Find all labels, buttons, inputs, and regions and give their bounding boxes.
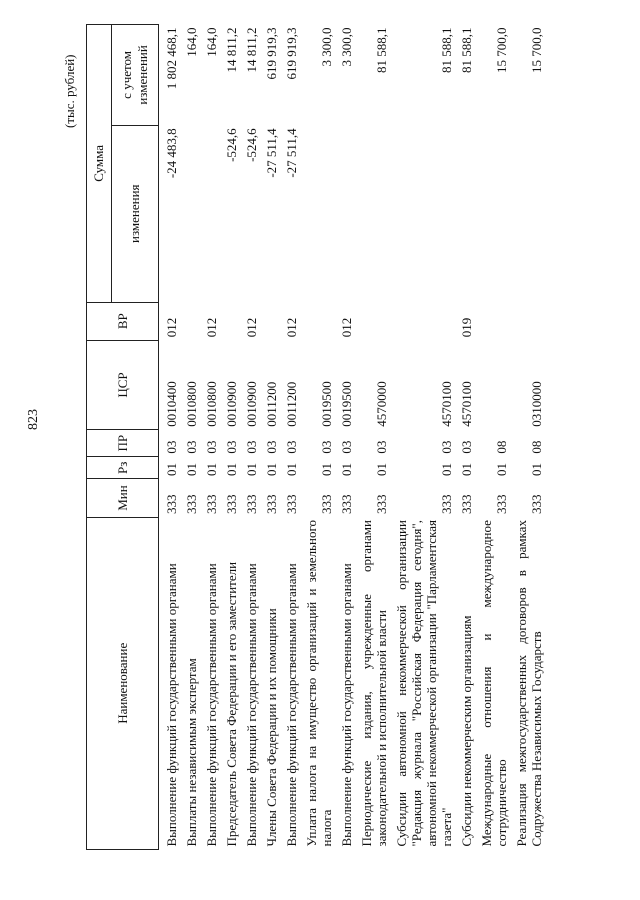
cell-total: 1 802 468,1 — [164, 27, 179, 90]
cell-rz: 01 — [264, 463, 279, 476]
cell-rz: 01 — [224, 463, 239, 476]
cell-pr: 03 — [184, 440, 199, 454]
cell-csr: 0011200 — [284, 381, 299, 427]
cell-total: 164,0 — [184, 27, 199, 57]
table-row — [334, 25, 354, 850]
cell-pr: 03 — [284, 440, 299, 454]
cell-csr — [474, 340, 509, 430]
cell-csr: 0019500 — [319, 381, 334, 427]
cell-vr — [299, 302, 334, 340]
header-csr: ЦСР — [87, 340, 159, 430]
table-row — [179, 25, 199, 850]
header-sum: Сумма — [87, 25, 112, 303]
cell-name: Председатель Совета Федерации и его заместители — [224, 561, 239, 847]
cell-csr: 0011200 — [264, 381, 279, 427]
cell-total: 164,0 — [204, 27, 219, 57]
cell-chg — [509, 125, 546, 302]
cell-rz: 01 — [529, 463, 544, 476]
cell-pr: 03 — [374, 440, 389, 454]
cell-pr: 03 — [459, 440, 474, 454]
cell-name: Международные отношения и международное сотрудничество — [479, 520, 509, 847]
cell-min: 333 — [319, 494, 334, 515]
cell-min: 333 — [244, 494, 259, 515]
cell-vr: 012 — [204, 317, 219, 338]
cell-name: Субсидии некоммерческим организациям — [459, 615, 474, 847]
cell-total: 3 300,0 — [319, 27, 334, 67]
cell-name: Выполнение функций государственными органами — [204, 563, 219, 847]
cell-name: Выполнение функций государственными органами — [339, 563, 354, 847]
cell-min: 333 — [439, 494, 454, 515]
cell-rz: 01 — [459, 463, 474, 476]
cell-csr: 0010800 — [184, 381, 199, 427]
table-row — [259, 25, 279, 850]
cell-rz: 01 — [204, 463, 219, 476]
cell-total: 3 300,0 — [339, 27, 354, 67]
cell-vr — [389, 302, 454, 340]
cell-total: 15 700,0 — [494, 27, 509, 73]
cell-chg — [354, 125, 389, 302]
cell-csr: 4570000 — [374, 381, 389, 427]
cell-pr: 03 — [339, 440, 354, 454]
cell-name: Реализация межгосударственных договоров в рамках Содружества Независимых Государств — [514, 520, 544, 847]
cell-min: 333 — [184, 494, 199, 515]
cell-total: 15 700,0 — [529, 27, 544, 73]
table-row — [454, 25, 474, 850]
cell-csr: 4570100 — [459, 381, 474, 427]
cell-pr: 03 — [164, 440, 179, 454]
cell-pr: 03 — [439, 440, 454, 454]
cell-chg: -524,6 — [224, 128, 239, 162]
cell-min: 333 — [459, 494, 474, 515]
table-row — [199, 25, 219, 850]
cell-vr — [219, 302, 239, 340]
cell-chg — [454, 125, 474, 302]
cell-vr — [354, 302, 389, 340]
cell-pr: 03 — [244, 440, 259, 454]
table-row — [509, 25, 546, 850]
cell-min: 333 — [164, 494, 179, 515]
cell-rz: 01 — [439, 463, 454, 476]
cell-csr: 0019500 — [339, 381, 354, 427]
cell-min: 333 — [264, 494, 279, 515]
cell-vr: 012 — [164, 317, 179, 338]
cell-min: 333 — [494, 494, 509, 515]
cell-min: 333 — [284, 494, 299, 515]
cell-total: 81 588,1 — [459, 27, 474, 73]
cell-pr: 03 — [204, 440, 219, 454]
header-rz: Рз — [87, 457, 159, 479]
cell-csr: 0010900 — [224, 381, 239, 427]
cell-vr: 012 — [284, 317, 299, 338]
cell-total: 14 811,2 — [244, 27, 259, 73]
cell-vr — [179, 302, 199, 340]
cell-chg: -524,6 — [244, 128, 259, 162]
page-number: 823 — [26, 409, 41, 430]
header-total: с учетом изменений — [112, 25, 159, 126]
units-label: (тыс. рублей) — [62, 54, 77, 128]
cell-rz: 01 — [164, 463, 179, 476]
header-min: Мин — [87, 479, 159, 517]
cell-chg — [199, 125, 219, 302]
cell-pr: 03 — [224, 440, 239, 454]
cell-vr — [509, 302, 546, 340]
cell-total: 619 919,3 — [264, 27, 279, 80]
table-row — [279, 25, 299, 850]
cell-chg — [389, 125, 454, 302]
cell-rz: 01 — [184, 463, 199, 476]
cell-name: Выплаты независимым экспертам — [184, 658, 199, 847]
cell-chg: -27 511,4 — [284, 128, 299, 178]
cell-chg: -24 483,8 — [164, 128, 179, 179]
cell-vr: 019 — [459, 317, 474, 338]
cell-name: Выполнение функций государственными органами — [244, 563, 259, 847]
table-header — [87, 25, 159, 850]
cell-name: Выполнение функций государственными органами — [164, 563, 179, 847]
cell-chg — [179, 125, 199, 302]
cell-vr — [259, 302, 279, 340]
cell-total: 81 588,1 — [374, 27, 389, 73]
cell-total: 81 588,1 — [439, 27, 454, 73]
cell-pr: 03 — [264, 440, 279, 454]
cell-pr: 08 — [494, 440, 509, 454]
cell-chg — [299, 125, 334, 302]
cell-min: 333 — [529, 494, 544, 515]
table-row — [299, 25, 334, 850]
cell-csr: 4570100 — [439, 381, 454, 427]
cell-name: Субсидии автономной некоммерческой организации "Редакция журнала "Российская Федерация сегодня", автономной некоммерческой организации "Парламентская газета" — [394, 520, 454, 847]
cell-rz: 01 — [319, 463, 334, 476]
cell-min: 333 — [374, 494, 389, 515]
table-row — [159, 25, 180, 850]
cell-name: Периодические издания, учрежденные органами законодательной и исполнительной власти — [359, 520, 389, 847]
table-row — [474, 25, 509, 850]
cell-csr: 0310000 — [529, 381, 544, 427]
cell-total: 619 919,3 — [284, 27, 299, 80]
cell-name: Выполнение функций государственными органами — [284, 563, 299, 847]
cell-csr: 0010400 — [164, 381, 179, 427]
cell-csr: 0010900 — [244, 381, 259, 427]
header-pr: ПР — [87, 430, 159, 457]
table-row — [239, 25, 259, 850]
cell-rz: 01 — [339, 463, 354, 476]
cell-rz: 01 — [284, 463, 299, 476]
cell-rz: 01 — [244, 463, 259, 476]
cell-min: 333 — [224, 494, 239, 515]
cell-vr: 012 — [244, 317, 259, 338]
cell-csr: 0010800 — [204, 381, 219, 427]
table-body — [159, 25, 547, 850]
table-row — [219, 25, 239, 850]
cell-rz: 01 — [374, 463, 389, 476]
cell-pr: 08 — [529, 440, 544, 454]
cell-total: 14 811,2 — [224, 27, 239, 73]
cell-rz: 01 — [494, 463, 509, 476]
cell-chg: -27 511,4 — [264, 128, 279, 178]
cell-min: 333 — [204, 494, 219, 515]
header-vr: ВР — [87, 302, 159, 340]
header-changes: изменения — [112, 125, 159, 302]
table-row — [354, 25, 389, 850]
cell-pr: 03 — [319, 440, 334, 454]
cell-name: Члены Совета Федерации и их помощники — [264, 608, 279, 847]
table-row — [389, 25, 454, 850]
cell-vr — [474, 302, 509, 340]
cell-chg — [474, 125, 509, 302]
cell-name: Уплата налога на имущество организаций и земельного налога — [304, 520, 334, 847]
header-name: Наименование — [87, 517, 159, 849]
cell-chg — [334, 125, 354, 302]
cell-min: 333 — [339, 494, 354, 515]
budget-table — [86, 24, 546, 850]
cell-vr: 012 — [339, 317, 354, 338]
